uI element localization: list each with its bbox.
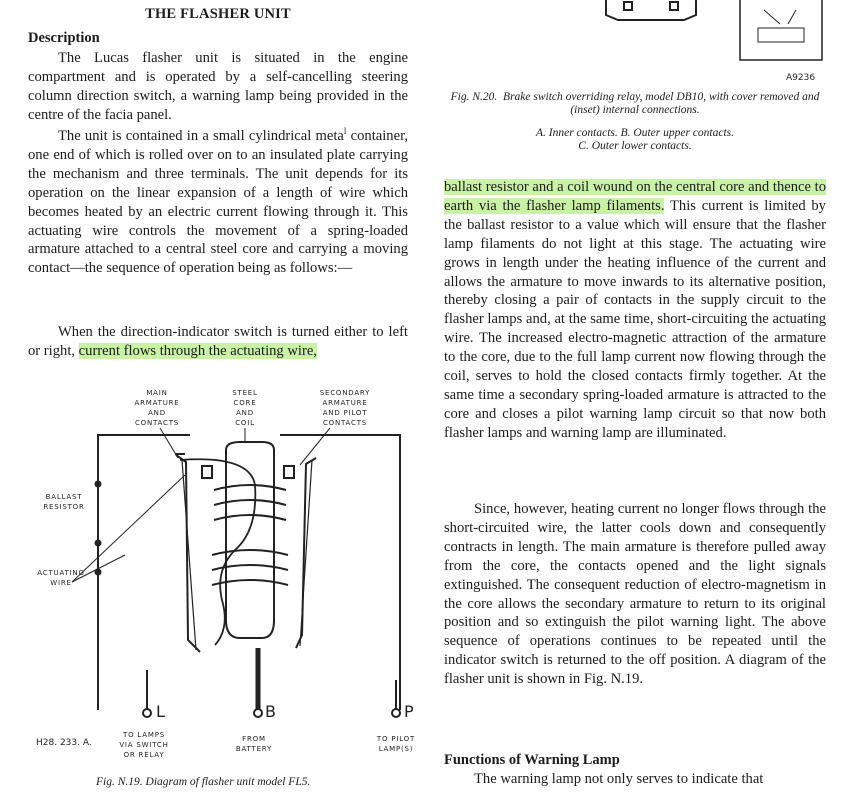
highlight-ballast-resistor: ballast resistor and a coil wound on the central core and thence to earth via the flasher lamp filaments. (444, 179, 826, 214)
description-heading: Description (28, 30, 100, 46)
flasher-unit-diagram (0, 380, 430, 780)
right-paragraph-2: Since, however, heating current no longer flows through the short-circuited wire, the latter cools down and consequently contracts in length. The main armature is therefore pulled away from the core, the contacts opened and the light signals extinguished. The consequent reduction of electro-magnetism in the core allows the secondary armature to return to its original position and so extinguish the pilot warning light. The above sequence of operations continues to be repeated until the indicator switch is returned to the off position. A diagram of the flasher unit is shown in Fig. N.19. (444, 501, 826, 688)
label-to-pilot: TO PILOT LAMP(S) (376, 735, 416, 753)
figure-n19-caption: Fig. N.19. Diagram of flasher unit model FL5. (96, 776, 311, 788)
diagram-code: H28. 233. A. (36, 738, 92, 748)
label-steel-core: STEEL CORE AND COIL (232, 389, 258, 427)
figure-n20-caption: Fig. N.20. Brake switch overriding relay, model DB10, with cover removed and (inset) internal connections. (450, 91, 820, 116)
paragraph-3: When the direction-indicator switch is turned either to left or right, current flows through the actuating wire, (28, 324, 408, 359)
highlight-current-flows: current flows through the actuating wire, (78, 342, 317, 359)
terminal-b: B (265, 702, 276, 721)
label-secondary-armature: SECONDARY ARMATURE AND PILOT CONTACTS (319, 389, 371, 427)
relay-figure-fragment (444, 0, 826, 75)
label-to-lamps: TO LAMPS VIA SWITCH OR RELAY (119, 731, 169, 759)
diagram-drawing (0, 380, 430, 780)
relay-figure-code: A9236 (786, 73, 816, 83)
paragraph-1: The Lucas flasher unit is situated in the engine compartment and is operated by a self-cancelling steering column direction switch, a warning lamp being provided in the centre of the facia panel. (28, 50, 408, 123)
label-from-battery: FROM BATTERY (235, 735, 273, 753)
terminal-l: L (156, 702, 165, 721)
figure-n20-contacts-1: A. Inner contacts. B. Outer upper contacts. (535, 127, 734, 139)
label-main-armature: MAIN ARMATURE AND CONTACTS (134, 389, 180, 427)
paragraph-2: The unit is contained in a small cylindrical meta$^l$ container, one end of which is rolled over on to an insulated plate carrying the mechanism and three terminals. The unit depends for its operation on the linear expansion of a length of wire which becomes heated by an electric current flowing through it. This actuating wire controls the movement of a spring-loaded armature attached to a central steel core and carrying a moving contact—the sequence of operation being as follows:— (28, 126, 408, 277)
section-title: THE FLASHER UNIT (145, 6, 291, 22)
label-actuating-wire: ACTUATING WIRE (37, 569, 85, 587)
right-paragraph-3: The warning lamp not only serves to indicate that (474, 771, 764, 787)
label-ballast-resistor: BALLAST RESISTOR (43, 493, 85, 511)
right-paragraph-1: ballast resistor and a coil wound on the central core and thence to earth via the flasher lamp filaments. This current is limited by the ballast resistor to a value which will ensure that the flasher lamp filaments do not light at this stage. The actuating wire grows in length under the heating influence of the current and allows the armature to move inwards to its alternative position, thereby closing a pair of contacts in the supply circuit to the flasher lamps and, at the same time, short-circuiting the actuating wire. The increased electro-magnetic attraction of the armature to the core, due to the full lamp current now flowing through the coil, serves to hold the closed contacts firmly together. At the same time a secondary spring-loaded armature is attracted to the core and closes a pilot warning lamp circuit so that now both flasher lamps and warning lamp are illuminated. (444, 179, 826, 441)
functions-heading: Functions of Warning Lamp (444, 752, 620, 768)
terminal-p: P (404, 702, 414, 721)
figure-n20-contacts-2: C. Outer lower contacts. (578, 140, 692, 152)
